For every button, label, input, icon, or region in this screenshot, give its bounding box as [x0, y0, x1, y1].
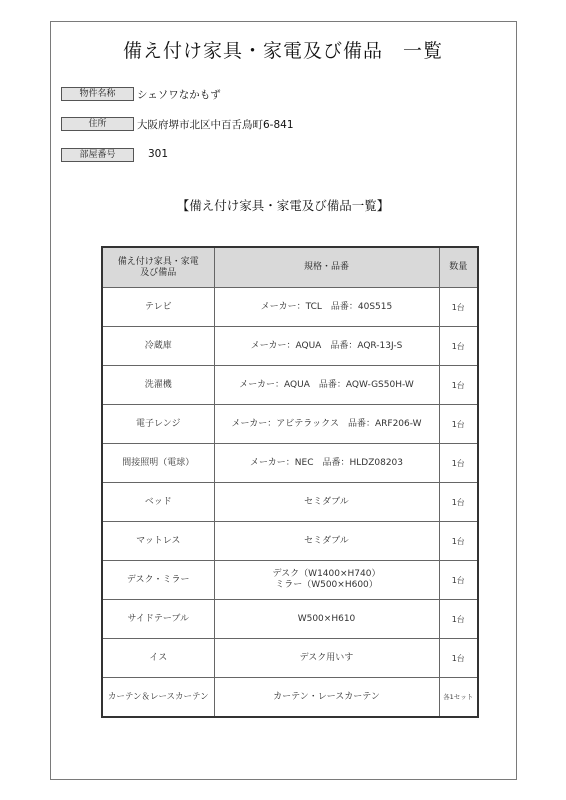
- item-cell: デスク・ミラー: [102, 561, 214, 600]
- property-name-value: シェソワなかもず: [137, 89, 221, 101]
- item-cell: ベッド: [102, 483, 214, 522]
- qty-cell: 1台: [439, 600, 478, 639]
- table-row: [102, 366, 478, 405]
- qty-cell: 1台: [439, 288, 478, 327]
- table-row: [102, 639, 478, 678]
- table-row: [102, 678, 478, 718]
- item-cell: イス: [102, 639, 214, 678]
- qty-cell: 1台: [439, 483, 478, 522]
- item-cell: 電子レンジ: [102, 405, 214, 444]
- spec-cell: カーテン・レースカーテン: [214, 678, 439, 718]
- item-cell: 冷蔵庫: [102, 327, 214, 366]
- table-row: [102, 327, 478, 366]
- table-row: [102, 288, 478, 327]
- qty-cell: 1台: [439, 561, 478, 600]
- spec-cell: セミダブル: [214, 522, 439, 561]
- spec-cell: メーカー：AQUA 品番：AQW-GS50H-W: [214, 366, 439, 405]
- header-item: 備え付け家具・家電 及び備品: [102, 247, 214, 288]
- address-label: 住所: [61, 117, 134, 131]
- item-cell: マットレス: [102, 522, 214, 561]
- table-row: [102, 444, 478, 483]
- table-row: [102, 405, 478, 444]
- property-name-label: 物件名称: [61, 87, 134, 101]
- spec-cell: メーカー：アビテラックス 品番：ARF206-W: [214, 405, 439, 444]
- qty-cell: 1台: [439, 366, 478, 405]
- item-cell: 洗濯機: [102, 366, 214, 405]
- table-row: [102, 483, 478, 522]
- qty-cell: 1台: [439, 405, 478, 444]
- spec-cell: W500×H610: [214, 600, 439, 639]
- table-row: [102, 600, 478, 639]
- qty-cell: 各1セット: [439, 678, 478, 718]
- qty-cell: 1台: [439, 639, 478, 678]
- document-title: 備え付け家具・家電及び備品 一覧: [122, 40, 443, 62]
- furnishings-table: [101, 246, 479, 718]
- item-cell: カーテン＆レースカーテン: [102, 678, 214, 718]
- qty-cell: 1台: [439, 444, 478, 483]
- qty-cell: 1台: [439, 327, 478, 366]
- spec-cell: デスク用いす: [214, 639, 439, 678]
- table-row: [102, 561, 478, 600]
- header-spec: 規格・品番: [214, 247, 439, 288]
- table-row: [102, 522, 478, 561]
- item-cell: テレビ: [102, 288, 214, 327]
- table-header-row: [102, 247, 478, 288]
- section-title: 【備え付け家具・家電及び備品一覧】: [176, 198, 390, 213]
- qty-cell: 1台: [439, 522, 478, 561]
- address-value: 大阪府堺市北区中百舌鳥町6-841: [137, 119, 294, 131]
- room-number-value: 301: [148, 148, 169, 160]
- item-cell: サイドテーブル: [102, 600, 214, 639]
- spec-cell: メーカー：NEC 品番：HLDZ08203: [214, 444, 439, 483]
- item-cell: 間接照明（電球）: [102, 444, 214, 483]
- room-number-label: 部屋番号: [61, 148, 134, 162]
- header-qty: 数量: [439, 247, 478, 288]
- spec-cell: セミダブル: [214, 483, 439, 522]
- spec-cell: メーカー：TCL 品番：40S515: [214, 288, 439, 327]
- spec-cell: デスク（W1400×H740） ミラー（W500×H600）: [214, 561, 439, 600]
- spec-cell: メーカー：AQUA 品番：AQR-13J-S: [214, 327, 439, 366]
